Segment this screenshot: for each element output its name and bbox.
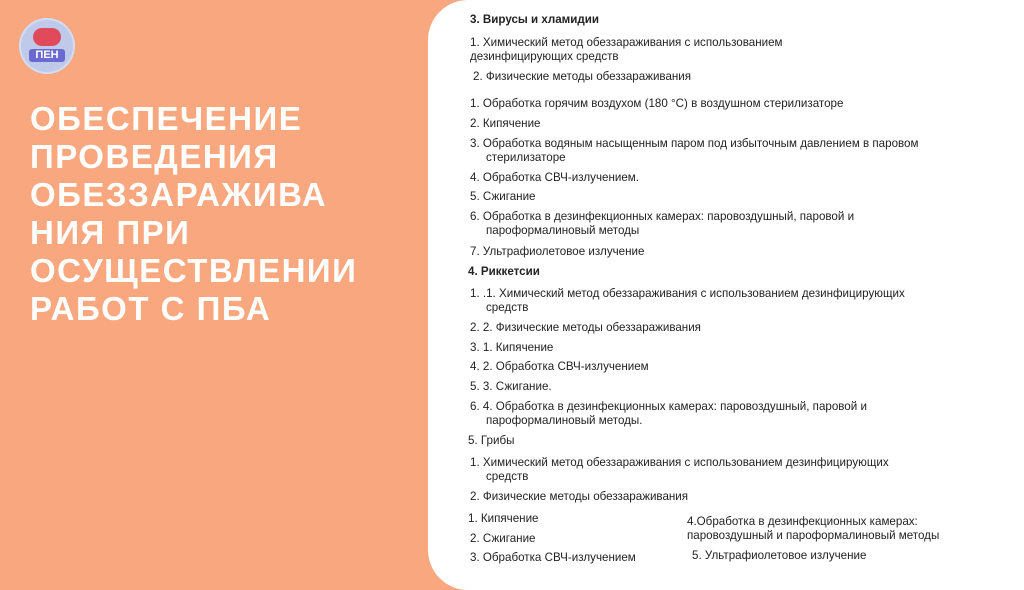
slide-title: ОБЕСПЕЧЕНИЕ ПРОВЕДЕНИЯ ОБЕЗЗАРАЖИВА НИЯ ПРИ ОСУЩЕСТВЛЕНИИ РАБОТ С ПБА bbox=[30, 100, 358, 327]
list-item-continuation: стерилизаторе bbox=[486, 151, 566, 164]
list-item: 2. Физические методы обеззараживания bbox=[470, 490, 689, 503]
logo-blob bbox=[33, 28, 61, 46]
section-heading-viruses: 3. Вирусы и хламидии bbox=[470, 13, 599, 26]
list-item-continuation: пароформалиновый методы bbox=[486, 224, 640, 237]
list-item: 1. Химический метод обеззараживания с использованием дезинфицирующих bbox=[470, 456, 889, 469]
list-item: 6. 4. Обработка в дезинфекционных камерах: паровоздушный, паровой и bbox=[470, 400, 867, 413]
list-item: 4.Обработка в дезинфекционных камерах: bbox=[687, 515, 918, 528]
list-item: 1. Кипячение bbox=[468, 512, 539, 525]
list-item: 3. Обработка СВЧ-излучением bbox=[470, 551, 636, 564]
logo bbox=[19, 18, 75, 74]
list-item-continuation: пароформалиновый методы. bbox=[486, 414, 643, 427]
list-item: 2. 2. Физические методы обеззараживания bbox=[470, 321, 701, 334]
section-heading-rickettsia: 4. Риккетсии bbox=[468, 265, 540, 278]
list-item: 2. Кипячение bbox=[470, 117, 541, 130]
logo-text: ПЕН bbox=[29, 49, 65, 62]
list-item: 2. Физические методы обеззараживания bbox=[473, 70, 692, 83]
list-item: 5. Сжигание bbox=[470, 190, 536, 203]
list-item: 7. Ультрафиолетовое излучение bbox=[470, 245, 645, 258]
list-item: 1. .1. Химический метод обеззараживания с использованием дезинфицирующих bbox=[470, 287, 905, 300]
list-item: 6. Обработка в дезинфекционных камерах: паровоздушный, паровой и bbox=[470, 210, 855, 223]
list-item-continuation: средств bbox=[486, 301, 529, 314]
section-heading-fungi: 5. Грибы bbox=[468, 434, 515, 447]
list-item: 4. 2. Обработка СВЧ-излучением bbox=[470, 360, 649, 373]
list-item: 5. 3. Сжигание. bbox=[470, 380, 552, 393]
list-item-continuation: паровоздушный и пароформалиновый методы bbox=[687, 529, 940, 542]
list-item: 5. Ультрафиолетовое излучение bbox=[692, 549, 867, 562]
list-item: 3. 1. Кипячение bbox=[470, 341, 554, 354]
list-item: 1. Обработка горячим воздухом (180 °С) в воздушном стерилизаторе bbox=[470, 97, 844, 110]
list-item-continuation: средств bbox=[486, 470, 529, 483]
list-item: 4. Обработка СВЧ-излучением. bbox=[470, 171, 639, 184]
list-item-continuation: дезинфицирующих средств bbox=[470, 50, 619, 63]
list-item: 1. Химический метод обеззараживания с использованием bbox=[470, 36, 783, 49]
list-item: 2. Сжигание bbox=[470, 532, 536, 545]
list-item: 3. Обработка водяным насыщенным паром под избыточным давлением в паровом bbox=[470, 137, 919, 150]
